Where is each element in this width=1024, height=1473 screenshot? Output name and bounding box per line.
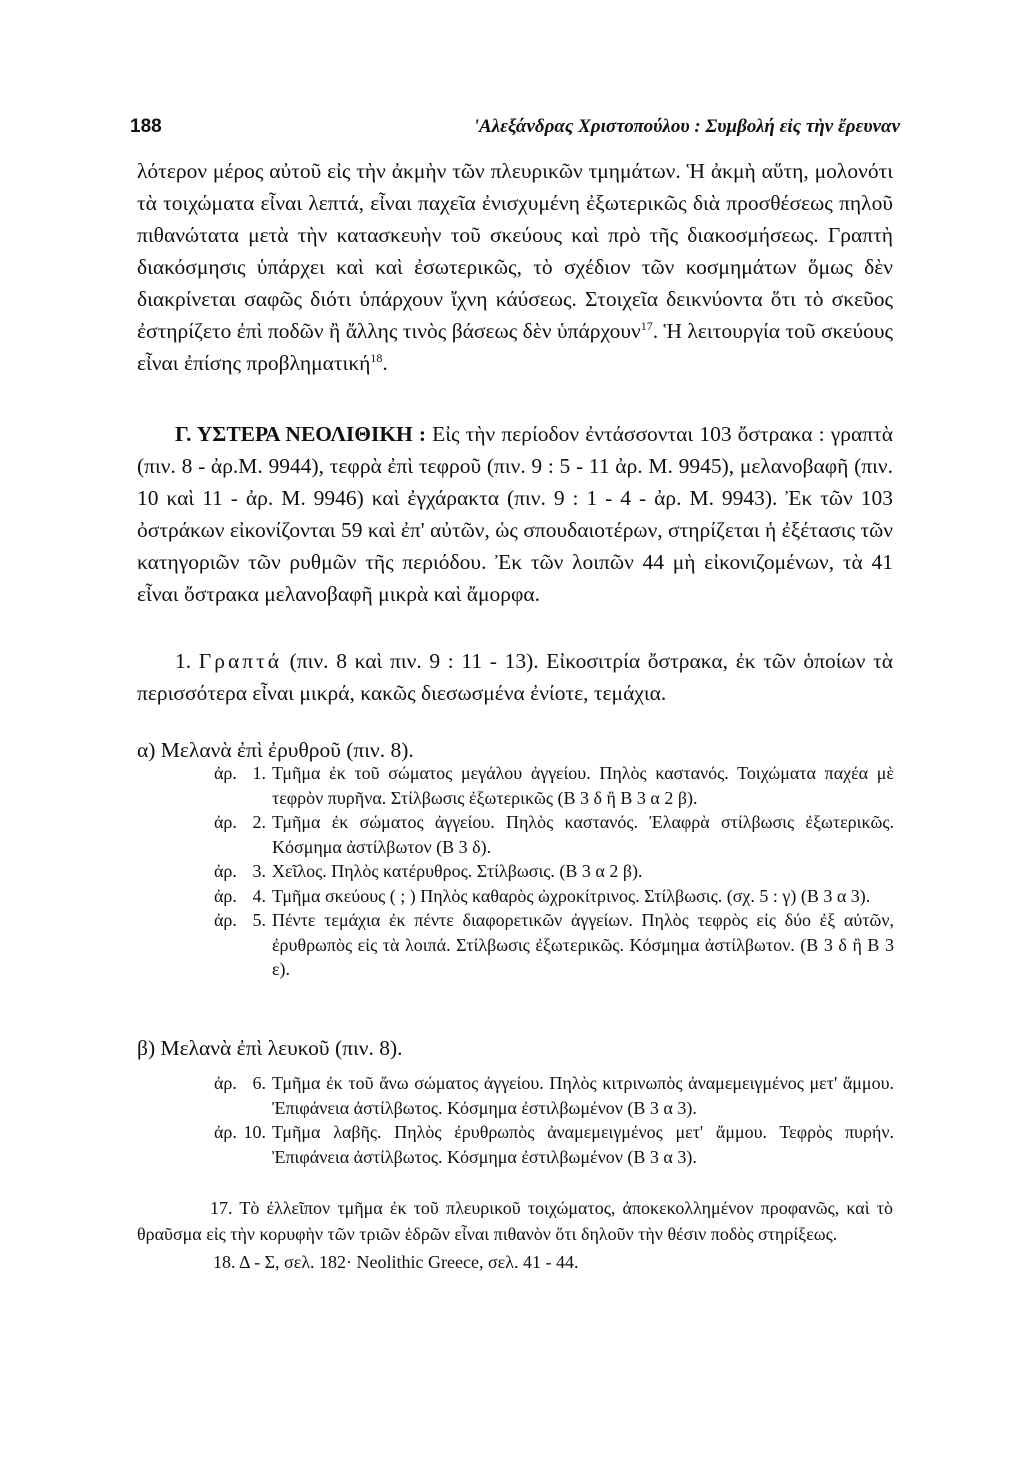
entry-label: ἀρ. <box>214 763 237 783</box>
entry-number: 4. <box>252 885 266 906</box>
entry-label: ἀρ. <box>214 1073 237 1093</box>
entry-number: 1. <box>252 763 266 783</box>
footnote-ref-17[interactable]: 17 <box>640 318 653 333</box>
entry-number: 6. <box>252 1073 266 1093</box>
paragraph-text: λότερον μέρος αὐτοῦ εἰς τὴν ἀκμὴν τῶν πλευρικῶν τμημάτων. Ἡ ἀκμὴ αὕτη, μολονότι τὰ τοιχώματα εἶναι λεπτά, εἶναι παχεῖα ἐνισχυμένη ἐξωτερικῶς διὰ προσθέσεως πηλοῦ πιθανώτατα μετὰ τὴν κατασκευὴν τοῦ σκεύους καὶ πρὸ τῆς διακοσμήσεως. Γραπτὴ διακόσμησις ὑπάρχει καὶ καὶ ἐσωτερικῶς, τὸ σχέδιον τῶν κοσμημάτων ὅμως δὲν διακρίνεται σαφῶς διότι ὑπάρχουν ἴχνη κάύσεως. Στοιχεῖα δεικνύοντα ὅτι τὸ σκεῦος ἐστηρίζετο ἐπὶ ποδῶν ἢ ἄλλης τινὸς βάσεως δὲν ὑπάρχουν <box>137 159 893 343</box>
paragraph-text: . Ἡ λειτουργία τοῦ σκεύους εἶναι ἐπίσης προβληματική <box>137 319 893 375</box>
footnote-18: 18. Δ - Σ, σελ. 182· Neolithic Greece, σελ. 41 - 44. <box>213 1252 579 1272</box>
catalog-entry <box>214 884 894 909</box>
section-heading: Γ. ΥΣΤΕΡΑ ΝΕΟΛΙΘΙΚΗ : <box>175 422 427 446</box>
catalog-entry <box>214 761 894 810</box>
section-b-entries <box>214 1071 894 1169</box>
footnotes <box>137 1195 893 1275</box>
paragraph-text: Εἰς τὴν περίοδον ἐντάσσονται 103 ὄστρακα : γραπτὰ (πιν. 8 - ἀρ.Μ. 9944), τεφρὰ ἐπὶ τεφροῦ (πιν. 9 : 5 - 11 ἀρ. Μ. 9945), μελανοβαφῆ (πιν. 10 καὶ 11 - ἀρ. Μ. 9946) καὶ ἐγχάρακτα (πιν. 9 : 1 - 4 - ἀρ. Μ. 9943). Ἐκ τῶν 103 ὀστράκων εἰκονίζονται 59 καὶ ἐπ' αὐτῶν, ὡς σπουδαιοτέρων, στηρίζεται ἡ ἐξέτασις τῶν κατηγοριῶν τῶν ρυθμῶν τῆς περιόδου. Ἐκ τῶν λοιπῶν 44 μὴ εἰκονιζομένων, τὰ 41 εἶναι ὄστρακα μελανοβαφῆ μικρὰ καὶ ἄμορφα. <box>137 422 893 606</box>
entry-text: Τμῆμα ἐκ τοῦ σώματος μεγάλου ἀγγείου. Πηλὸς καστανός. Τοιχώματα παχέα μὲ τεφρὸν πυρῆνα. Στίλβωσις ἐξωτερικῶς (Β 3 δ ἢ Β 3 α 2 β). <box>272 763 894 808</box>
paragraph-late-neolithic <box>137 418 893 610</box>
section-a-heading: α) Μελανὰ ἐπὶ ἐρυθροῦ (πιν. 8). <box>137 738 414 762</box>
running-head: 'Αλεξάνδρας Χριστοπούλου : Συμβολή εἰς τὴν ἔρευναν <box>473 116 900 137</box>
entry-number: 5. <box>252 910 266 930</box>
page-number: 188 <box>130 116 162 137</box>
subsection-title: Γραπτά <box>198 649 282 673</box>
catalog-entry <box>214 810 894 859</box>
entry-text: Τμῆμα λαβῆς. Πηλὸς ἐρυθρωπὸς ἀναμεμειγμένος μετ' ἄμμου. Τεφρὸς πυρήν. Ἐπιφάνεια ἀστίλβωτος. Κόσμημα ἐστιλβωμένον (Β 3 α 3). <box>272 1122 894 1167</box>
paragraph-text: (πιν. 8 καὶ πιν. 9 : 11 - 13). Εἰκοσιτρία ὄστρακα, ἐκ τῶν ὁποίων τὰ περισσότερα εἶναι μικρά, κακῶς διεσωσμένα ἐνίοτε, τεμάχια. <box>137 649 893 705</box>
entry-label: ἀρ. <box>214 1122 237 1142</box>
catalog-entry <box>214 1120 894 1169</box>
entry-number: 3. <box>252 861 266 881</box>
footnote-ref-18[interactable]: 18 <box>370 350 383 365</box>
page-header <box>130 116 900 146</box>
catalog-entry <box>214 1071 894 1120</box>
paragraph-painted <box>137 645 893 709</box>
paragraph-continuation <box>137 155 893 379</box>
section-b-heading: β) Μελανὰ ἐπὶ λευκοῦ (πιν. 8). <box>137 1036 403 1060</box>
entry-label: ἀρ. <box>214 812 237 832</box>
paragraph-end: . <box>382 351 388 375</box>
entry-text: Τμῆμα ἐκ τοῦ ἄνω σώματος ἀγγείου. Πηλὸς κιτρινωπὸς ἀναμεμειγμένος μετ' ἄμμου. Ἐπιφάνεια ἀστίλβωτος. Κόσμημα ἐστιλβωμένον (Β 3 α 3). <box>272 1073 894 1118</box>
entry-label: ἀρ. <box>214 910 237 930</box>
entry-number: 2. <box>252 812 266 832</box>
entry-label: ἀρ. <box>214 861 237 881</box>
entry-text: Πέντε τεμάχια ἐκ πέντε διαφορετικῶν ἀγγείων. Πηλὸς τεφρὸς εἰς δύο ἐξ αὐτῶν, ἐρυθρωπὸς εἰς τὰ λοιπά. Στίλβωσις ἐξωτερικῶς. Κόσμημα ἀστίλβωτον. (Β 3 δ ἢ Β 3 ε). <box>272 910 894 979</box>
entry-number: 10. <box>243 1122 266 1142</box>
subsection-number: 1. <box>175 649 192 673</box>
catalog-entry <box>214 859 894 884</box>
catalog-entry <box>214 908 894 982</box>
footnote-17: 17. Τὸ ἐλλεῖπον τμῆμα ἐκ τοῦ πλευρικοῦ τοιχώματος, ἀποκεκολλημένον προφανῶς, καὶ τὸ θραῦσμα εἰς τὴν κορυφὴν τῶν τριῶν ἑδρῶν εἶναι πιθανὸν ὅτι δηλοῦν τὴν θέσιν ποδὸς στηρίξεως. <box>137 1198 893 1244</box>
entry-text: Τμῆμα ἐκ σώματος ἀγγείου. Πηλὸς καστανός. Ἐλαφρὰ στίλβωσις ἐξωτερικῶς. Κόσμημα ἀστίλβωτον (Β 3 δ). <box>272 812 894 857</box>
entry-text: Τμῆμα σκεύους ( ; ) Πηλὸς καθαρὸς ὠχροκίτρινος. Στίλβωσις. (σχ. 5 : γ) (Β 3 α 3). <box>272 885 871 906</box>
entry-text: Χεῖλος. Πηλὸς κατέρυθρος. Στίλβωσις. (Β 3 α 2 β). <box>272 861 643 881</box>
section-a-entries <box>214 761 894 982</box>
entry-label: ἀρ. <box>214 885 237 906</box>
